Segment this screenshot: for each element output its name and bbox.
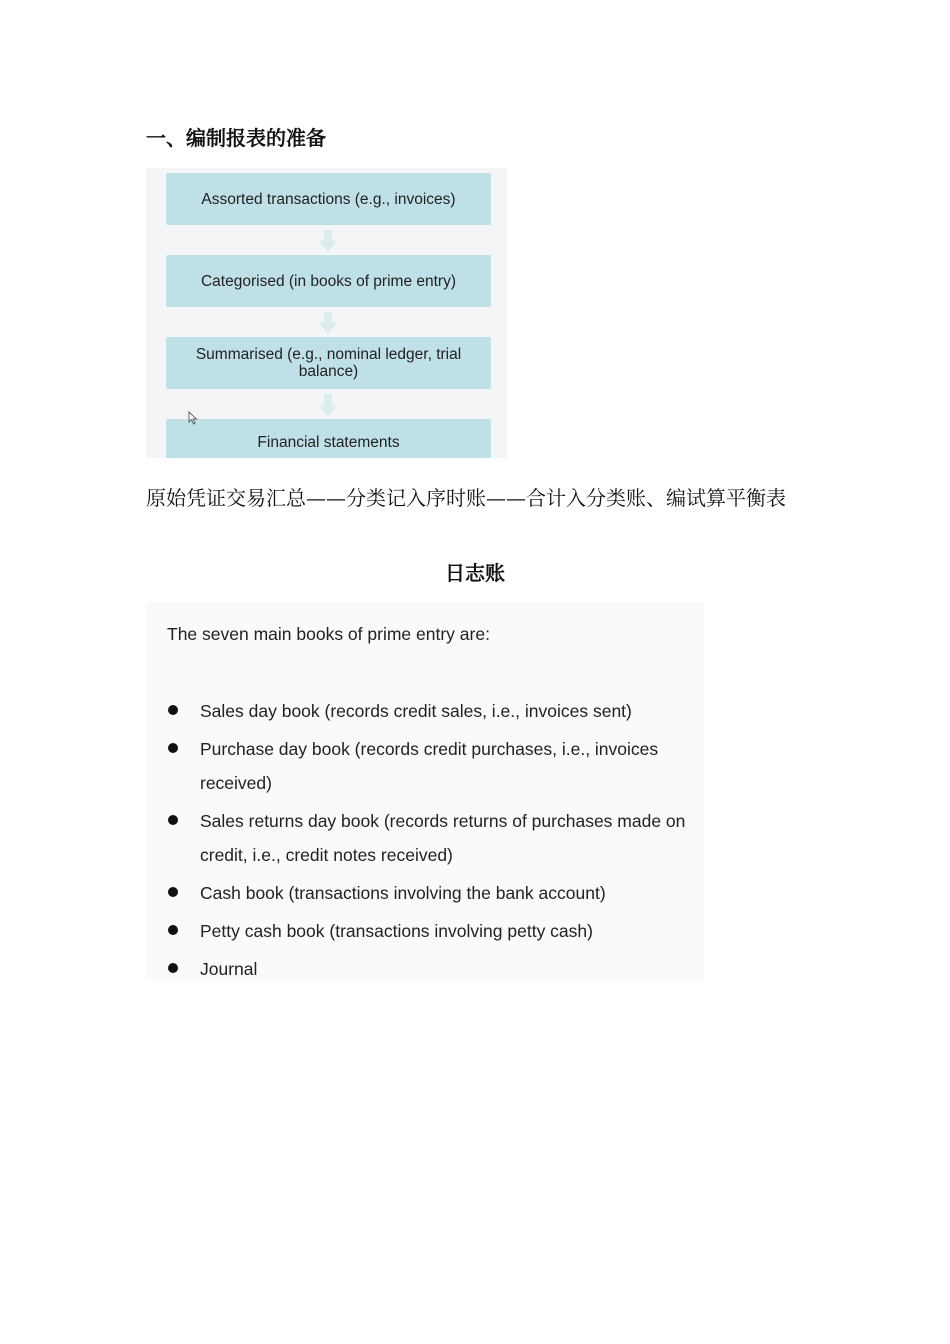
bullet-icon [168,743,178,753]
bullet-icon [168,925,178,935]
down-arrow-icon [319,312,337,334]
section-heading-preparation: 一、编制报表的准备 [146,126,326,150]
book-item-journal: Journal [200,959,258,979]
process-description-paragraph: 原始凭证交易汇总——分类记入序时账——合计入分类账、编试算平衡表 [146,486,786,510]
flow-step-summarised: Summarised (e.g., nominal ledger, trial balance) [166,337,491,389]
books-of-prime-entry-image [146,602,704,980]
book-item-purchase-day-book: Purchase day book (records credit purchases, i.e., invoices received) [200,739,659,793]
bullet-icon [168,963,178,973]
bullet-icon [168,887,178,897]
bullet-icon [168,815,178,825]
book-item-cash-book: Cash book (transactions involving the bank account) [200,883,606,903]
section-heading-journals: 日志账 [445,561,505,585]
mouse-pointer-icon [188,411,198,425]
books-intro-text: The seven main books of prime entry are: [167,624,490,644]
book-item-petty-cash-book: Petty cash book (transactions involving petty cash) [200,921,593,941]
flowchart-image [146,168,507,458]
down-arrow-icon [319,230,337,252]
down-arrow-icon [319,394,337,416]
book-item-sales-returns-day-book: Sales returns day book (records returns of purchases made on credit, i.e., credit notes received) [200,811,686,865]
flow-step-financial-statements: Financial statements [166,419,491,458]
flow-step-assorted-transactions: Assorted transactions (e.g., invoices) [166,173,491,225]
flow-step-categorised: Categorised (in books of prime entry) [166,255,491,307]
book-item-sales-day-book: Sales day book (records credit sales, i.e., invoices sent) [200,701,632,721]
bullet-icon [168,705,178,715]
